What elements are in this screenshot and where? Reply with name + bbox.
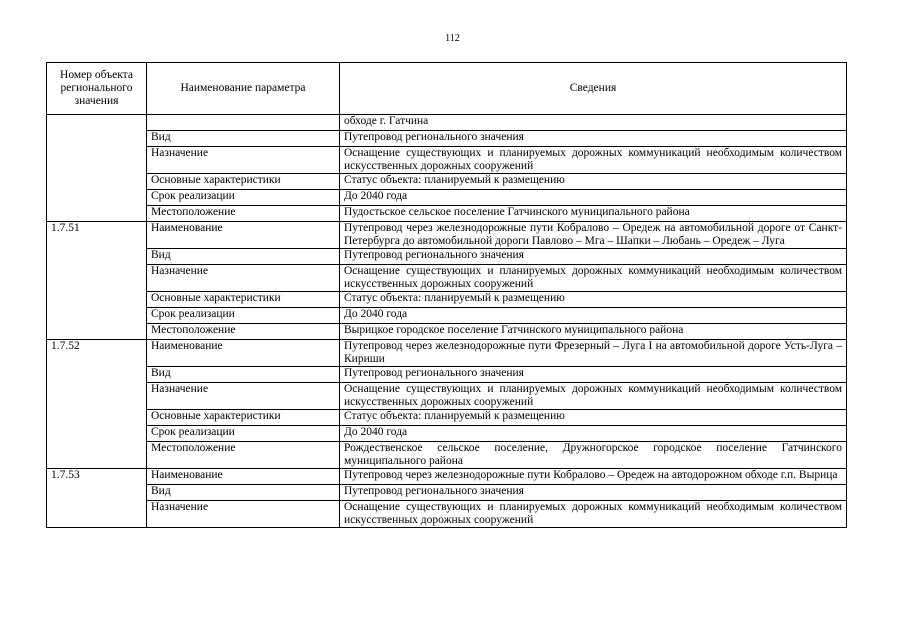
table-row (47, 147, 847, 174)
header-information: Сведения (340, 63, 847, 115)
parameter-name-cell: Назначение (147, 265, 340, 292)
object-number-cell: 1.7.51 (47, 222, 147, 249)
table-row (47, 190, 847, 206)
parameter-name-cell: Основные характеристики (147, 174, 340, 190)
parameter-name-cell: Срок реализации (147, 308, 340, 324)
parameter-name-cell: Назначение (147, 383, 340, 410)
parameter-value-cell: До 2040 года (340, 308, 847, 324)
object-number-cell: 1.7.53 (47, 469, 147, 485)
object-number-cell (47, 410, 147, 426)
table-row (47, 501, 847, 528)
table-row (47, 174, 847, 190)
table-row (47, 383, 847, 410)
table-row (47, 410, 847, 426)
parameter-name-cell: Основные характеристики (147, 410, 340, 426)
object-number-cell (47, 324, 147, 340)
parameter-name-cell: Основные характеристики (147, 292, 340, 308)
parameter-value-cell: Путепровод через железнодорожные пути Фрезерный – Луга I на автомобильной дороге Усть-Луга – Кириши (340, 340, 847, 367)
parameter-value-cell: Путепровод через железнодорожные пути Кобралово – Оредеж на автомобильной дороге от Санкт-Петербурга до автомобильной дороги Павлово – Мга – Шапки – Любань – Оредеж – Луга (340, 222, 847, 249)
parameter-value-cell: Путепровод регионального значения (340, 249, 847, 265)
page-number: 112 (445, 33, 460, 44)
object-number-cell (47, 206, 147, 222)
parameter-value-cell: До 2040 года (340, 190, 847, 206)
parameter-name-cell: Местоположение (147, 206, 340, 222)
object-number-cell (47, 190, 147, 206)
parameter-value-cell: Оснащение существующих и планируемых дорожных коммуникаций необходимым количеством искусственных дорожных сооружений (340, 265, 847, 292)
object-number-cell (47, 442, 147, 469)
object-number-cell (47, 249, 147, 265)
table-row (47, 442, 847, 469)
table-row (47, 324, 847, 340)
parameter-value-cell: До 2040 года (340, 426, 847, 442)
parameter-name-cell (147, 115, 340, 131)
table-row (47, 292, 847, 308)
table-row (47, 485, 847, 501)
parameter-value-cell: Оснащение существующих и планируемых дорожных коммуникаций необходимым количеством искусственных дорожных сооружений (340, 501, 847, 528)
object-number-cell (47, 501, 147, 528)
parameter-value-cell: Статус объекта: планируемый к размещению (340, 410, 847, 426)
object-number-cell (47, 383, 147, 410)
parameter-value-cell: Путепровод через железнодорожные пути Кобралово – Оредеж на автодорожном обходе г.п. Вырица (340, 469, 847, 485)
parameter-name-cell: Назначение (147, 147, 340, 174)
table-body (47, 115, 847, 528)
table-header-row (47, 63, 847, 115)
object-number-cell (47, 115, 147, 131)
parameter-value-cell: Статус объекта: планируемый к размещению (340, 174, 847, 190)
table-row (47, 265, 847, 292)
object-number-cell (47, 485, 147, 501)
parameter-value-cell: Оснащение существующих и планируемых дорожных коммуникаций необходимым количеством искусственных дорожных сооружений (340, 383, 847, 410)
parameter-value-cell: Статус объекта: планируемый к размещению (340, 292, 847, 308)
parameter-name-cell: Наименование (147, 340, 340, 367)
object-number-cell (47, 292, 147, 308)
object-number-cell (47, 147, 147, 174)
parameter-value-cell: обходе г. Гатчина (340, 115, 847, 131)
table-row (47, 340, 847, 367)
parameter-value-cell: Путепровод регионального значения (340, 131, 847, 147)
parameter-name-cell: Вид (147, 249, 340, 265)
parameter-value-cell: Пудостьское сельское поселение Гатчинского муниципального района (340, 206, 847, 222)
header-object-number: Номер объекта регионального значения (47, 63, 147, 115)
table-row (47, 367, 847, 383)
parameter-name-cell: Вид (147, 131, 340, 147)
object-number-cell: 1.7.52 (47, 340, 147, 367)
object-number-cell (47, 265, 147, 292)
table-row (47, 222, 847, 249)
parameter-value-cell: Путепровод регионального значения (340, 367, 847, 383)
object-number-cell (47, 131, 147, 147)
table-row (47, 115, 847, 131)
table-row (47, 426, 847, 442)
table-row (47, 206, 847, 222)
table-row (47, 308, 847, 324)
parameter-name-cell: Срок реализации (147, 426, 340, 442)
header-parameter-name: Наименование параметра (147, 63, 340, 115)
parameter-value-cell: Рождественское сельское поселение, Дружногорское городское поселение Гатчинского муниципального района (340, 442, 847, 469)
parameter-name-cell: Вид (147, 367, 340, 383)
parameter-name-cell: Местоположение (147, 442, 340, 469)
table-row (47, 131, 847, 147)
parameter-value-cell: Оснащение существующих и планируемых дорожных коммуникаций необходимым количеством искусственных дорожных сооружений (340, 147, 847, 174)
parameter-name-cell: Срок реализации (147, 190, 340, 206)
parameter-name-cell: Наименование (147, 469, 340, 485)
object-number-cell (47, 308, 147, 324)
parameter-name-cell: Наименование (147, 222, 340, 249)
table-row (47, 249, 847, 265)
parameter-name-cell: Назначение (147, 501, 340, 528)
parameters-table (46, 62, 847, 528)
object-number-cell (47, 367, 147, 383)
parameter-value-cell: Путепровод регионального значения (340, 485, 847, 501)
table-row (47, 469, 847, 485)
object-number-cell (47, 174, 147, 190)
parameter-value-cell: Вырицкое городское поселение Гатчинского муниципального района (340, 324, 847, 340)
object-number-cell (47, 426, 147, 442)
parameter-name-cell: Вид (147, 485, 340, 501)
parameter-name-cell: Местоположение (147, 324, 340, 340)
